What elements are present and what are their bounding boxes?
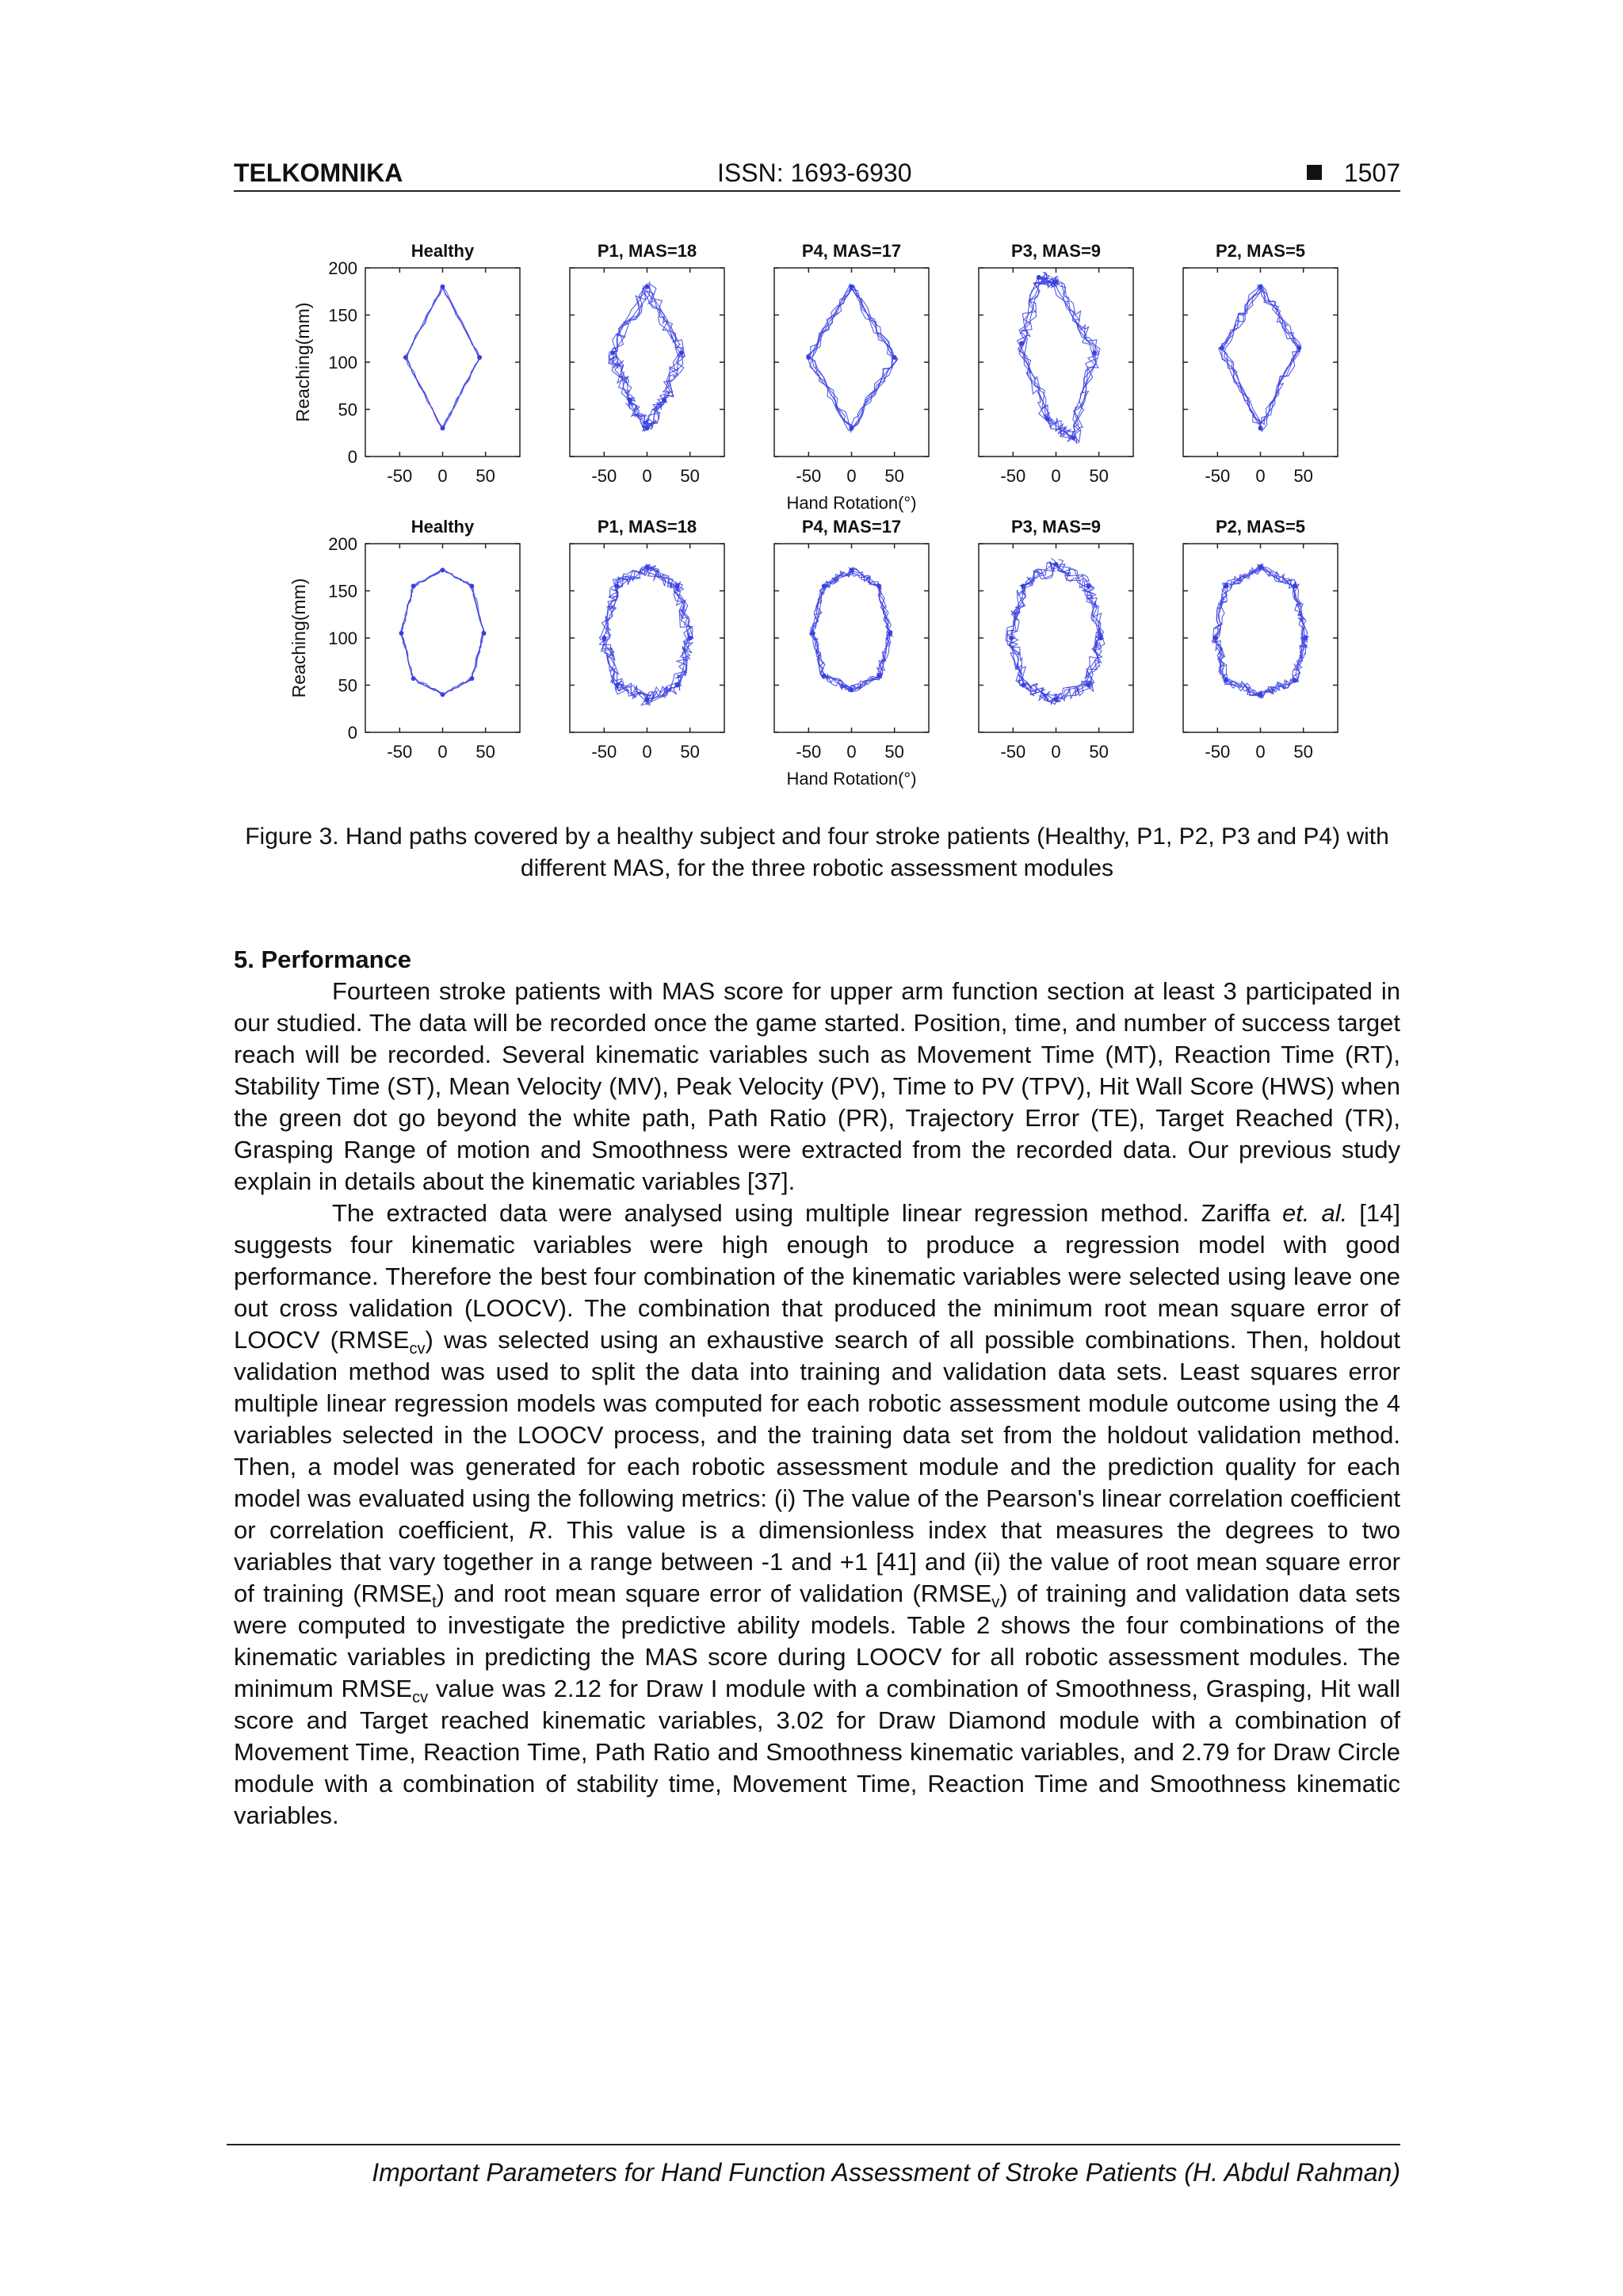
data-point bbox=[1086, 584, 1091, 589]
series-line bbox=[1223, 288, 1300, 424]
y-tick-label: 50 bbox=[338, 675, 357, 696]
x-tick-label: 0 bbox=[1051, 466, 1061, 486]
data-point bbox=[888, 631, 892, 636]
data-point bbox=[876, 674, 881, 678]
data-point bbox=[1224, 584, 1228, 589]
x-tick-label: 50 bbox=[1293, 466, 1313, 486]
data-point bbox=[601, 636, 606, 640]
y-axis-label: Reaching(mm) bbox=[288, 578, 309, 698]
data-point bbox=[674, 683, 679, 688]
data-point bbox=[411, 676, 416, 681]
x-tick-label: -50 bbox=[591, 466, 617, 486]
data-point bbox=[850, 285, 854, 289]
panel-title: P2, MAS=5 bbox=[1215, 517, 1306, 537]
data-point bbox=[482, 631, 487, 636]
page-footer: Important Parameters for Hand Function Assessment of Stroke Patients (H. Abdul Rahman) bbox=[227, 2144, 1400, 2187]
data-point bbox=[850, 567, 854, 572]
series-line bbox=[807, 285, 893, 433]
y-tick-label: 100 bbox=[328, 353, 357, 372]
panel-title: Healthy bbox=[411, 241, 475, 261]
panel-title: Healthy bbox=[411, 517, 475, 537]
data-point bbox=[403, 355, 408, 360]
data-point bbox=[645, 426, 650, 430]
x-tick-label: 50 bbox=[680, 742, 700, 762]
y-tick-label: 0 bbox=[347, 447, 357, 467]
data-point bbox=[1071, 435, 1075, 440]
series-line bbox=[609, 281, 683, 431]
x-tick-label: 0 bbox=[846, 742, 857, 762]
data-point bbox=[1258, 692, 1263, 697]
series-line bbox=[807, 284, 897, 426]
data-point bbox=[1019, 341, 1024, 346]
data-point bbox=[892, 355, 897, 360]
data-point bbox=[411, 584, 416, 589]
x-tick-label: 50 bbox=[884, 742, 904, 762]
data-point bbox=[850, 426, 854, 430]
x-tick-label: 50 bbox=[1089, 466, 1109, 486]
data-point bbox=[1293, 678, 1297, 683]
x-tick-label: -50 bbox=[591, 742, 617, 762]
section-heading: 5. Performance bbox=[234, 946, 411, 973]
data-point bbox=[876, 584, 881, 589]
data-point bbox=[1293, 584, 1297, 589]
series-line bbox=[1019, 273, 1100, 434]
x-tick-label: 50 bbox=[1293, 742, 1313, 762]
data-point bbox=[1098, 636, 1103, 640]
x-tick-label: -50 bbox=[387, 466, 413, 486]
journal-name: TELKOMNIKA bbox=[234, 159, 403, 187]
series-line bbox=[610, 288, 684, 430]
data-point bbox=[1092, 350, 1097, 355]
data-point bbox=[1021, 683, 1025, 688]
x-tick-label: 50 bbox=[884, 466, 904, 486]
series-line bbox=[407, 287, 479, 429]
x-axis-label: Hand Rotation(°) bbox=[786, 769, 917, 789]
x-tick-label: -50 bbox=[796, 466, 822, 486]
series-line bbox=[1222, 286, 1300, 424]
x-axis-label: Hand Rotation(°) bbox=[786, 493, 917, 513]
y-tick-label: 50 bbox=[338, 399, 357, 420]
paragraph-1: Fourteen stroke patients with MAS score for upper arm function section at least 3 participated in our studied. The data will be recorded once the game started. Position, time, and number of success target reach will be recorded. Several kinematic variables such as Movement Time (MT), Reaction Time (RT), Stability Time (ST), Mean Velocity (MV), Peak Velocity (PV), Time to PV (TPV), Hit Wall Score (HWS) when the green dot go beyond the white path, Path Ratio (PR), Trajectory Error (TE), Target Reached (TR), Grasping Range of motion and Smoothness were extracted from the recorded data. Our previous study explain in details about the kinematic variables [37]. bbox=[234, 977, 1400, 1195]
data-point bbox=[645, 565, 650, 570]
y-tick-label: 150 bbox=[328, 581, 357, 602]
data-point bbox=[811, 631, 815, 636]
data-point bbox=[628, 398, 632, 403]
data-point bbox=[1213, 636, 1218, 640]
data-point bbox=[399, 631, 404, 636]
y-tick-label: 200 bbox=[328, 534, 357, 554]
y-tick-label: 100 bbox=[328, 628, 357, 648]
data-point bbox=[1224, 678, 1228, 683]
data-point bbox=[645, 285, 650, 289]
series-line bbox=[1007, 560, 1105, 701]
series-line bbox=[811, 285, 898, 426]
data-point bbox=[1037, 275, 1041, 280]
x-tick-label: -50 bbox=[796, 742, 822, 762]
data-point bbox=[1054, 562, 1059, 567]
data-point bbox=[674, 584, 679, 589]
data-point bbox=[688, 636, 693, 640]
panel-title: P4, MAS=17 bbox=[801, 517, 902, 537]
data-point bbox=[662, 398, 666, 403]
data-point bbox=[806, 355, 811, 360]
data-point bbox=[441, 692, 445, 697]
issn: ISSN: 1693-6930 bbox=[717, 159, 912, 187]
y-tick-label: 0 bbox=[347, 723, 357, 743]
y-axis-label: Reaching(mm) bbox=[292, 302, 313, 422]
data-point bbox=[822, 674, 827, 678]
x-tick-label: -50 bbox=[1205, 466, 1231, 486]
figure-caption: Figure 3. Hand paths covered by a healthy subject and four stroke patients (Healthy, P1, P2, P3 and P4) with different MAS, for the three robotic assessment modules bbox=[245, 823, 1389, 881]
x-tick-label: -50 bbox=[387, 742, 413, 762]
data-point bbox=[610, 350, 615, 355]
series-line bbox=[1219, 285, 1300, 431]
series-line bbox=[812, 285, 898, 430]
x-tick-label: -50 bbox=[1000, 466, 1026, 486]
panel-title: P3, MAS=9 bbox=[1010, 241, 1102, 261]
x-tick-label: 50 bbox=[680, 466, 700, 486]
data-point bbox=[1086, 683, 1091, 688]
y-tick-label: 150 bbox=[328, 305, 357, 326]
panel-frame bbox=[1183, 544, 1338, 732]
series-line bbox=[609, 288, 685, 429]
x-tick-label: -50 bbox=[1205, 742, 1231, 762]
series-line bbox=[1224, 284, 1300, 426]
y-tick-label: 200 bbox=[328, 258, 357, 278]
x-tick-label: 50 bbox=[1089, 742, 1109, 762]
data-point bbox=[441, 285, 445, 289]
x-tick-label: 50 bbox=[475, 742, 495, 762]
data-point bbox=[1054, 697, 1059, 701]
series-line bbox=[405, 285, 480, 428]
data-point bbox=[1303, 636, 1308, 640]
x-tick-label: 0 bbox=[1255, 466, 1266, 486]
series-line bbox=[1221, 285, 1301, 424]
data-point bbox=[615, 584, 620, 589]
data-point bbox=[1054, 280, 1059, 285]
series-line bbox=[609, 284, 683, 430]
x-tick-label: 0 bbox=[1051, 742, 1061, 762]
panel-title: P2, MAS=5 bbox=[1215, 241, 1306, 261]
x-tick-label: 50 bbox=[475, 466, 495, 486]
data-point bbox=[615, 683, 620, 688]
data-point bbox=[1045, 416, 1050, 421]
data-point bbox=[1258, 565, 1263, 570]
data-point bbox=[441, 426, 445, 430]
series-line bbox=[611, 283, 684, 426]
series-line bbox=[406, 287, 480, 428]
x-tick-label: 0 bbox=[437, 466, 448, 486]
x-tick-label: 0 bbox=[1255, 742, 1266, 762]
data-point bbox=[1009, 636, 1014, 640]
data-point bbox=[441, 567, 445, 572]
data-point bbox=[1296, 346, 1301, 350]
performance-section bbox=[234, 944, 1400, 1832]
data-point bbox=[1258, 426, 1263, 430]
x-tick-label: 0 bbox=[437, 742, 448, 762]
hand-paths-figure bbox=[0, 0, 1623, 800]
x-tick-label: 0 bbox=[642, 466, 652, 486]
series-line bbox=[810, 288, 892, 427]
page-number-text: 1507 bbox=[1343, 159, 1400, 187]
panel-title: P4, MAS=17 bbox=[801, 241, 902, 261]
data-point bbox=[822, 584, 827, 589]
data-point bbox=[850, 687, 854, 692]
x-tick-label: -50 bbox=[1000, 742, 1026, 762]
data-point bbox=[469, 584, 474, 589]
data-point bbox=[477, 355, 482, 360]
paragraph-2: The extracted data were analysed using multiple linear regression method. Zariffa et. al. [14] suggests four kinematic variables were high enough to produce a regression model with good performance. Therefore the best four combination of the kinematic variables were selected using leave one out cross validation (LOOCV). The combination that produced the minimum root mean square error of LOOCV $(RMSE_{cv})$ was selected using an exhaustive search of all possible combinations. Then, holdout validation method was used to split the data into training and validation data sets. Least squares error multiple linear regression models was computed for each robotic assessment module outcome using the 4 variables selected in the LOOCV process, and the training data set from the holdout validation method. Then, a model was generated for each robotic assessment module and the prediction quality for each model was evaluated using the following metrics: (i) The value of the Pearson's linear correlation coefficient or correlation coefficient, R. This value is a dimensionless index that measures the degrees to two variables that vary together in a range between -1 and +1 [41] and (ii) the value of root mean square error of training $(RMSE_t)$ and root mean square error of validation $(RMSE_v)$ of training and validation data sets were computed to investigate the predictive ability models. Table 2 shows the four combinations of the kinematic variables in predicting the MAS score during LOOCV for all robotic assessment modules. The minimum $RMSE_{cv}$ value was 2.12 for Draw I module with a combination of Smoothness, Grasping, Hit wall score and Target reached kinematic variables, 3.02 for Draw Diamond module with a combination of Movement Time, Reaction Time, Path Ratio and Smoothness kinematic variables, and 2.79 for Draw Circle module with a combination of stability time, Movement Time, Reaction Time and Smoothness kinematic variables. bbox=[234, 1199, 1401, 1829]
series-line bbox=[1020, 275, 1098, 444]
panel-title: P1, MAS=18 bbox=[597, 517, 697, 537]
panel-title: P1, MAS=18 bbox=[597, 241, 697, 261]
data-point bbox=[645, 697, 650, 701]
data-point bbox=[1258, 285, 1263, 289]
panel-title: P3, MAS=9 bbox=[1010, 517, 1102, 537]
data-point bbox=[1021, 584, 1025, 589]
x-tick-label: 0 bbox=[846, 466, 857, 486]
panel-frame bbox=[979, 544, 1133, 732]
data-point bbox=[679, 350, 684, 355]
x-tick-label: 0 bbox=[642, 742, 652, 762]
data-point bbox=[1220, 346, 1224, 350]
data-point bbox=[469, 676, 474, 681]
